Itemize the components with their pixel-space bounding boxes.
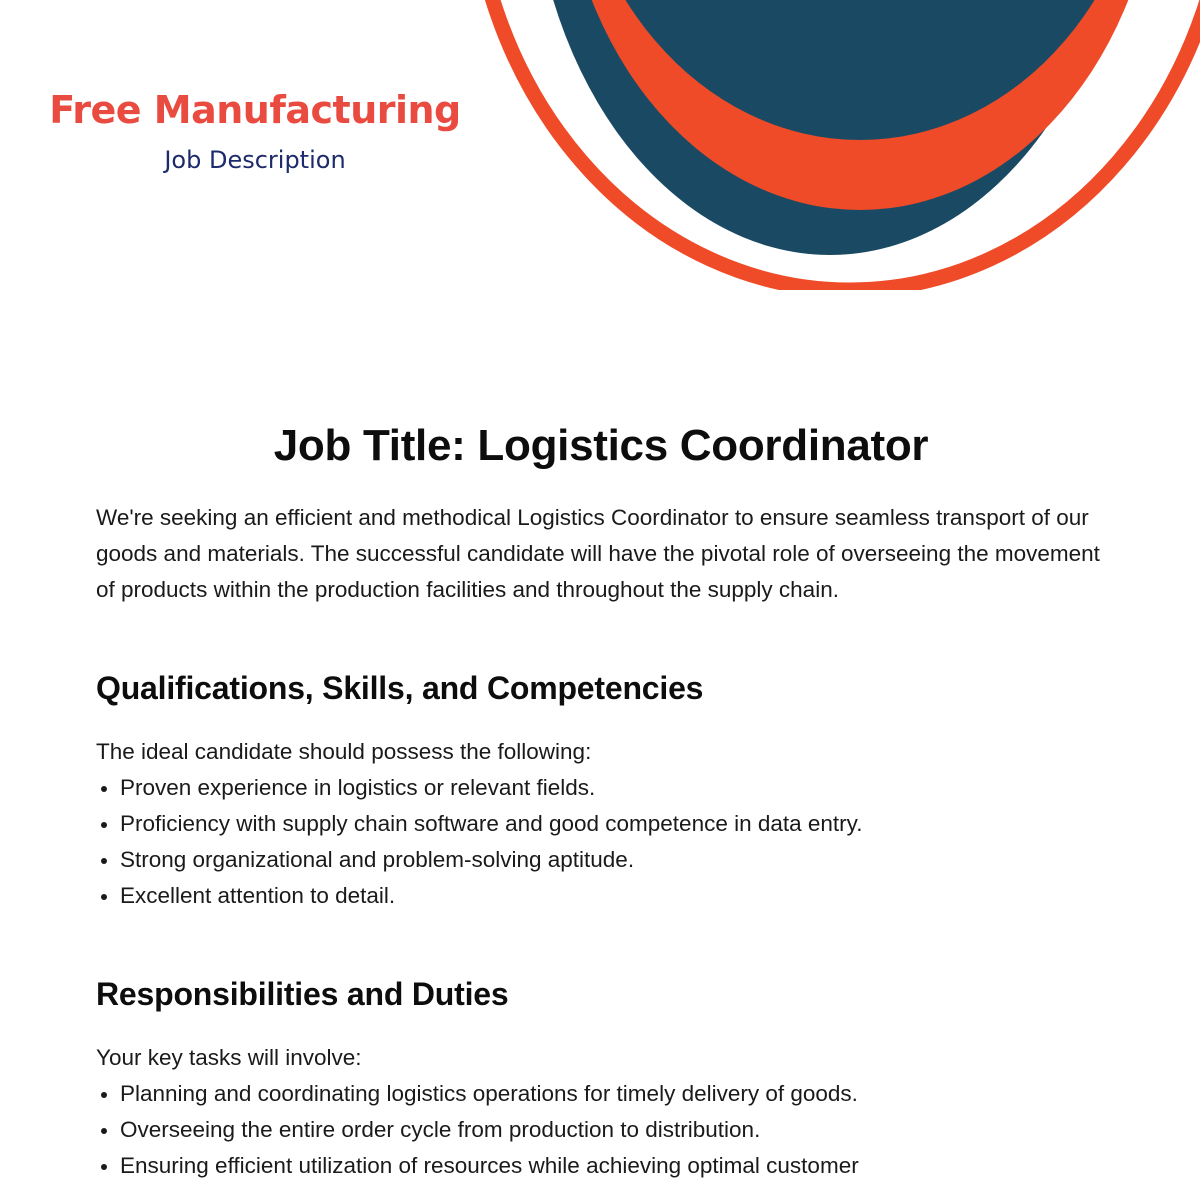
header-banner bbox=[0, 0, 1200, 290]
section-responsibilities bbox=[96, 974, 1106, 1184]
bullet-icon bbox=[101, 1164, 107, 1170]
section-heading: Qualifications, Skills, and Competencies bbox=[96, 670, 704, 706]
concentric-arcs-graphic bbox=[0, 0, 1200, 290]
bullet-icon bbox=[101, 786, 107, 792]
bullet-icon bbox=[101, 894, 107, 900]
list-item bbox=[96, 1112, 1106, 1148]
section-qualifications bbox=[96, 668, 1106, 914]
list-item-text: Ensuring efficient utilization of resources while achieving optimal customer bbox=[120, 1153, 859, 1178]
responsibilities-list bbox=[96, 1076, 1106, 1184]
list-item bbox=[96, 806, 1106, 842]
list-item bbox=[96, 842, 1106, 878]
brand-subtitle: Job Description bbox=[164, 146, 346, 174]
section-lead: Your key tasks will involve: bbox=[96, 1045, 362, 1070]
list-item-text: Overseeing the entire order cycle from production to distribution. bbox=[120, 1117, 761, 1142]
list-item bbox=[96, 1076, 1106, 1112]
list-item-text: Proven experience in logistics or relevant fields. bbox=[120, 775, 596, 800]
section-heading: Responsibilities and Duties bbox=[96, 976, 509, 1012]
list-item-text: Strong organizational and problem-solving aptitude. bbox=[120, 847, 635, 872]
list-item-text: Proficiency with supply chain software and good competence in data entry. bbox=[120, 811, 863, 836]
job-title: Job Title: Logistics Coordinator bbox=[273, 421, 929, 470]
brand-title: Free Manufacturing bbox=[49, 88, 461, 132]
list-item bbox=[96, 1148, 1106, 1184]
list-item bbox=[96, 770, 1106, 806]
bullet-icon bbox=[101, 858, 107, 864]
qualifications-list bbox=[96, 770, 1106, 914]
bullet-icon bbox=[101, 1092, 107, 1098]
document-body bbox=[96, 418, 1106, 1184]
list-item-text: Planning and coordinating logistics operations for timely delivery of goods. bbox=[120, 1081, 858, 1106]
section-lead: The ideal candidate should possess the following: bbox=[96, 739, 592, 764]
list-item-text: Excellent attention to detail. bbox=[120, 883, 396, 908]
list-item bbox=[96, 878, 1106, 914]
bullet-icon bbox=[101, 1128, 107, 1134]
bullet-icon bbox=[101, 822, 107, 828]
intro-paragraph: We're seeking an efficient and methodical Logistics Coordinator to ensure seamless transport of our goods and materials. The successful candidate will have the pivotal role of overseeing the movement of products within the production facilities and throughout the supply chain. bbox=[96, 505, 1100, 602]
